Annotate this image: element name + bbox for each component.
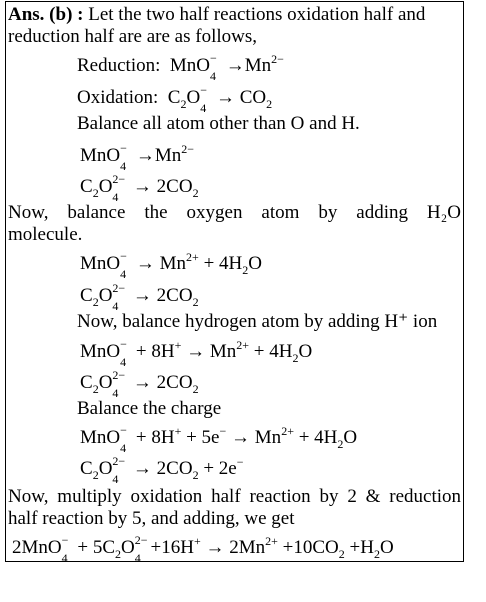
intro-line-2: reduction half are are as follows, bbox=[8, 26, 258, 47]
eq-mno4-mn-2: MnO − 4 → $Mn^{2+} + 4H_2O$ bbox=[80, 249, 262, 281]
eq-mno4-mn-3: MnO − 4 + $8H^+ \to Mn^{2+} + 4H_2O$ bbox=[80, 337, 313, 369]
overall-equation: 2MnO − 4 + $5C_2O$ 2− 4 $+16H^+ \to 2Mn^{2+} +10CO_2 +H_2O$ bbox=[12, 533, 394, 565]
charge-step-text: Balance the charge bbox=[77, 398, 222, 419]
intro-line-1 bbox=[8, 4, 425, 26]
eq-c2o4-co2-4: $C_2O$ 2− 4 → $2CO_2 + 2e^-$ bbox=[80, 454, 244, 486]
hydrogen-step-text: Now, balance hydrogen atom by adding H⁺ ion bbox=[77, 311, 438, 332]
oxidation-reaction: Oxidation: $C_2O$ − 4 → $CO_2$ bbox=[77, 83, 273, 115]
final-step-line-1: Now, multiply oxidation half reaction by 2 & reduction bbox=[8, 486, 461, 507]
eq-c2o4-co2-2: $C_2O$ 2− 4 → $2CO_2$ bbox=[80, 281, 199, 313]
final-step-line-2: half reaction by 5, and adding, we get bbox=[8, 508, 295, 529]
balance-atoms-text: Balance all atom other than O and H. bbox=[77, 113, 360, 134]
reduction-reaction: Reduction: MnO − 4 $\to Mn^{2-}$ bbox=[77, 51, 284, 83]
answer-label: Ans. (b) : bbox=[8, 4, 84, 25]
eq-mno4-mn-4: MnO − 4 + $8H^+ + 5e^- \to Mn^{2+} + 4H_2O$ bbox=[80, 423, 358, 455]
eq-c2o4-co2-1: $C_2O$ 2− 4 → $2CO_2$ bbox=[80, 172, 199, 204]
intro-text-1: Let the two half reactions oxidation half and bbox=[83, 4, 426, 25]
eq-mno4-mn-1: MnO − 4 $\to Mn^{2-}$ bbox=[80, 141, 195, 173]
reduction-label: Reduction: bbox=[77, 55, 161, 76]
eq-c2o4-co2-3: $C_2O$ 2− 4 → $2CO_2$ bbox=[80, 368, 199, 400]
oxidation-label: Oxidation: bbox=[77, 87, 159, 108]
oxygen-step-line-2: molecule. bbox=[8, 224, 83, 245]
oxygen-step-line-1: Now, balance the oxygen atom by adding H₂O bbox=[8, 202, 461, 223]
